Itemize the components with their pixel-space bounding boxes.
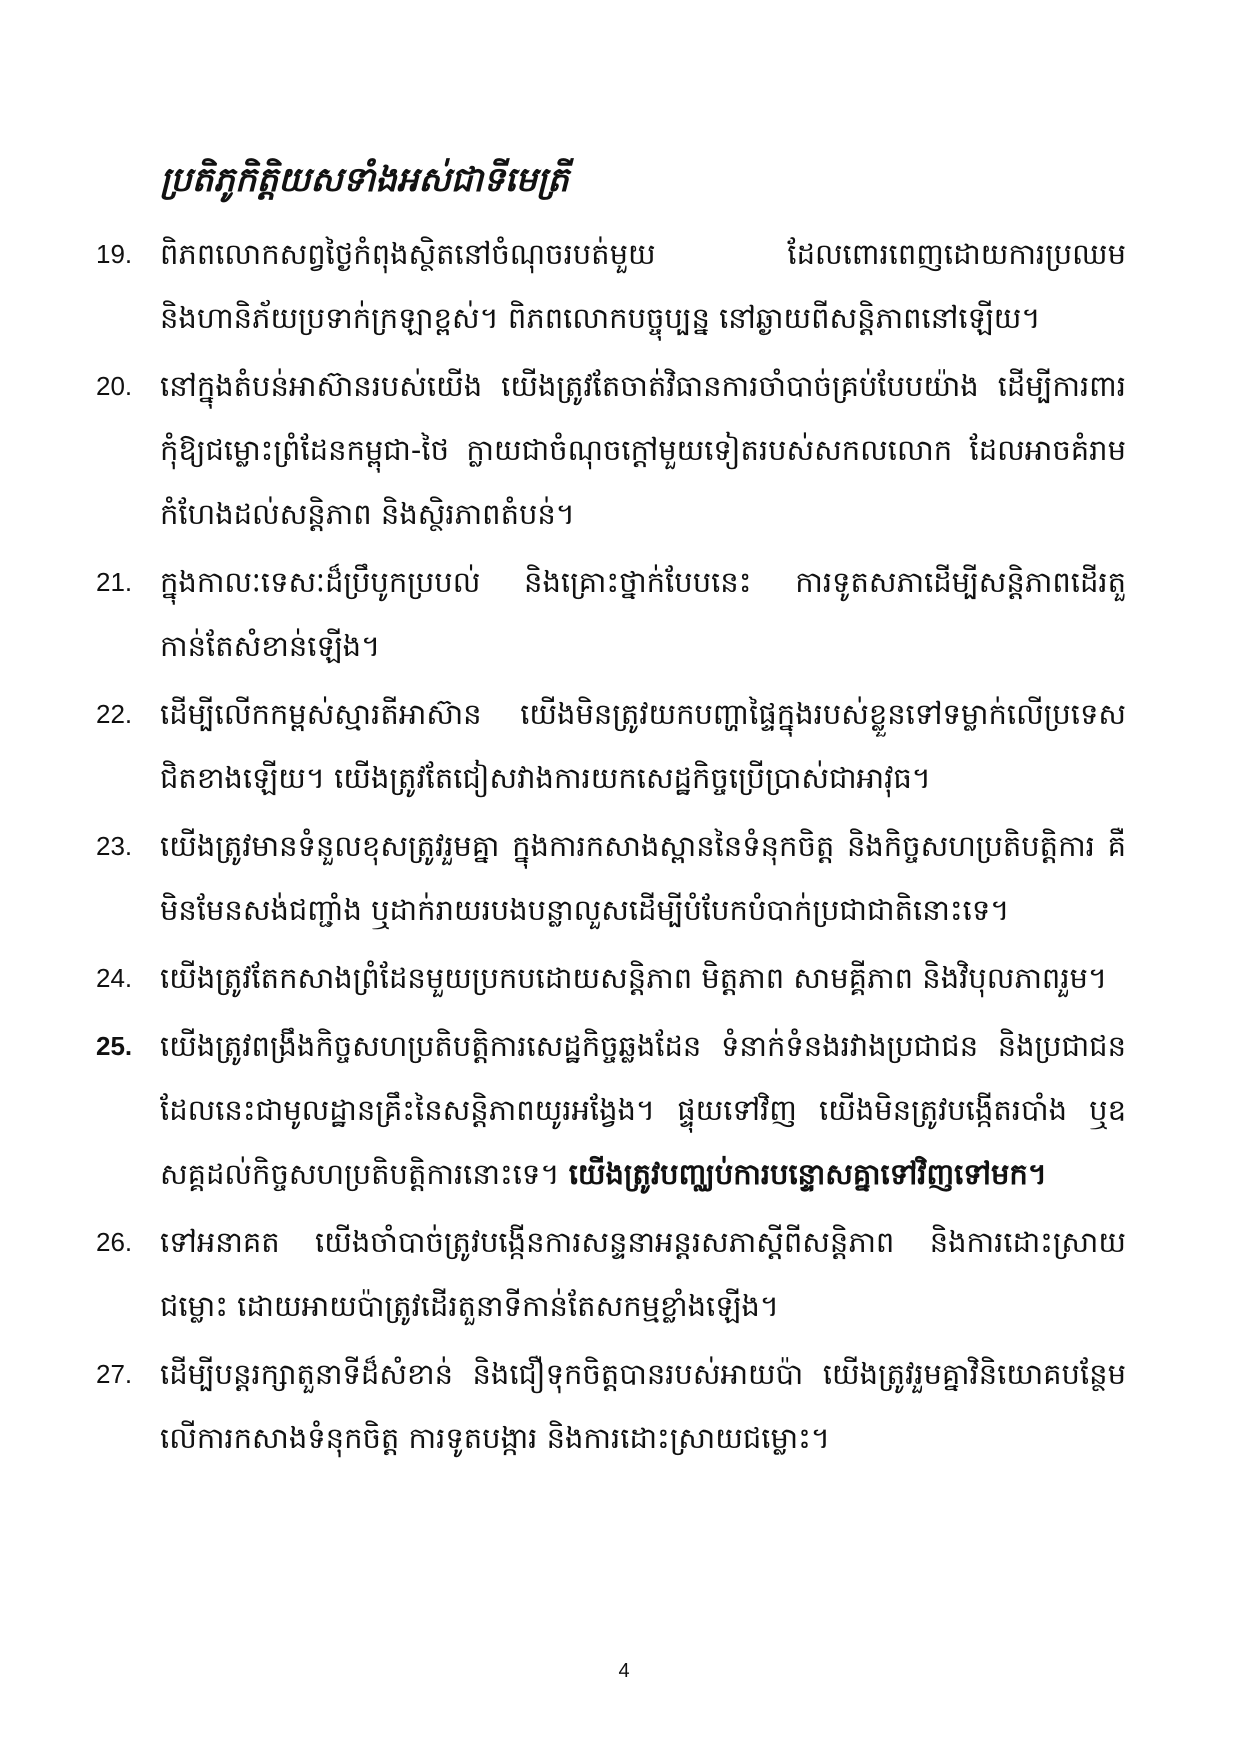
item-text-bold: យើងត្រូវបញ្ឈប់ការបន្ទោសគ្នាទៅវិញទៅមក។ [568, 1157, 1047, 1191]
item-text: ក្នុងកាលៈទេសៈដ៏ប្រឹបូកប្របល់ និងគ្រោះថ្នាក់បែបនេះ ការទូតសភាដើម្បីសន្តិភាពដើរតួកាន់តែសំខាន់ឡើង។ [160, 565, 1126, 663]
item-text: ដើម្បីលើកកម្ពស់ស្មារតីអាស៊ាន យើងមិនត្រូវយកបញ្ហាផ្ទៃក្នុងរបស់ខ្លួនទៅទម្លាក់លើប្រទេសជិតខាងឡើយ។ យើងត្រូវតែជៀសវាងការយកសេដ្ឋកិច្ចប្រើប្រាស់ជាអាវុធ។ [160, 697, 1126, 795]
item-text [160, 1014, 1126, 1206]
page-number: 4 [618, 1660, 630, 1682]
list-item [96, 1342, 1126, 1470]
item-text: យើងត្រូវតែកសាងព្រំដែនមួយប្រកបដោយសន្តិភាព មិត្តភាព សាមគ្គីភាព និងវិបុលភាពរួម។ [160, 961, 1108, 995]
list-item [96, 814, 1126, 942]
list-item [96, 946, 1126, 1010]
list-item [96, 1014, 1126, 1206]
item-number: 19. [96, 239, 133, 269]
list-item [96, 354, 1126, 546]
list-item [96, 682, 1126, 810]
list-item [96, 550, 1126, 678]
item-text: ទៅអនាគត យើងចាំបាច់ត្រូវបង្កើនការសន្ទនាអន្តរសភាស្តីពីសន្តិភាព និងការដោះស្រាយជម្លោះ ដោយអាយប៉ាត្រូវដើរតួនាទីកាន់តែសកម្មខ្លាំងឡើង។ [160, 1225, 1126, 1323]
item-text: ដើម្បីបន្តរក្សាតួនាទីដ៏សំខាន់ និងជឿទុកចិត្តបានរបស់អាយប៉ា យើងត្រូវរួមគ្នាវិនិយោគបន្ថែមលើការកសាងទំនុកចិត្ត ការទូតបង្ការ និងការដោះស្រាយជម្លោះ។ [160, 1357, 1126, 1455]
item-number: 20. [96, 371, 133, 401]
item-text: យើងត្រូវមានទំនួលខុសត្រូវរួមគ្នា ក្នុងការកសាងស្ពាននៃទំនុកចិត្ត និងកិច្ចសហប្រតិបត្តិការ គឺមិនមែនសង់ជញ្ជាំង ឬដាក់រាយរបងបន្លាលួសដើម្បីបំបែកបំបាក់ប្រជាជាតិនោះទេ។ [160, 829, 1126, 927]
item-number: 25. [96, 1031, 133, 1061]
item-number: 21. [96, 567, 133, 597]
numbered-list [96, 222, 1126, 1474]
list-item [96, 1210, 1126, 1338]
item-number: 26. [96, 1227, 133, 1257]
item-number: 22. [96, 699, 133, 729]
item-number: 27. [96, 1359, 133, 1389]
item-number: 24. [96, 963, 133, 993]
item-text-regular: យើងត្រូវពង្រឹងកិច្ចសហប្រតិបត្តិការសេដ្ឋកិច្ចឆ្លងដែន ទំនាក់ទំនងរវាងប្រជាជន និងប្រជាជន ដែលនេះជាមូលដ្ឋានគ្រឹះនៃសន្តិភាពយូរអង្វែង។ ផ្ទុយទៅវិញ យើងមិនត្រូវបង្កើតរបាំង ឬឧសគ្គដល់កិច្ចសហប្រតិបត្តិការនោះទេ។ [160, 1029, 1126, 1191]
item-text: នៅក្នុងតំបន់អាស៊ានរបស់យើង យើងត្រូវតែចាត់វិធានការចាំបាច់គ្រប់បែបយ៉ាង ដើម្បីការពារកុំឱ្យជម្លោះព្រំដែនកម្ពុជា-ថៃ ក្លាយជាចំណុចក្តៅមួយទៀតរបស់សកលលោក ដែលអាចគំរាមកំហែងដល់សន្តិភាព និងស្ថិរភាពតំបន់។ [160, 369, 1126, 531]
section-heading: ប្រតិភូកិត្តិយសទាំងអស់ជាទីមេត្រី [160, 160, 569, 200]
item-number: 23. [96, 831, 133, 861]
item-text: ពិភពលោកសព្វថ្ងៃកំពុងស្ថិតនៅចំណុចរបត់មួយ ដែលពោរពេញដោយការប្រឈម និងហានិភ័យប្រទាក់ក្រឡាខ្ពស់។ ពិភពលោកបច្ចុប្បន្ន នៅឆ្ងាយពីសន្តិភាពនៅឡើយ។ [160, 237, 1126, 335]
list-item [96, 222, 1126, 350]
